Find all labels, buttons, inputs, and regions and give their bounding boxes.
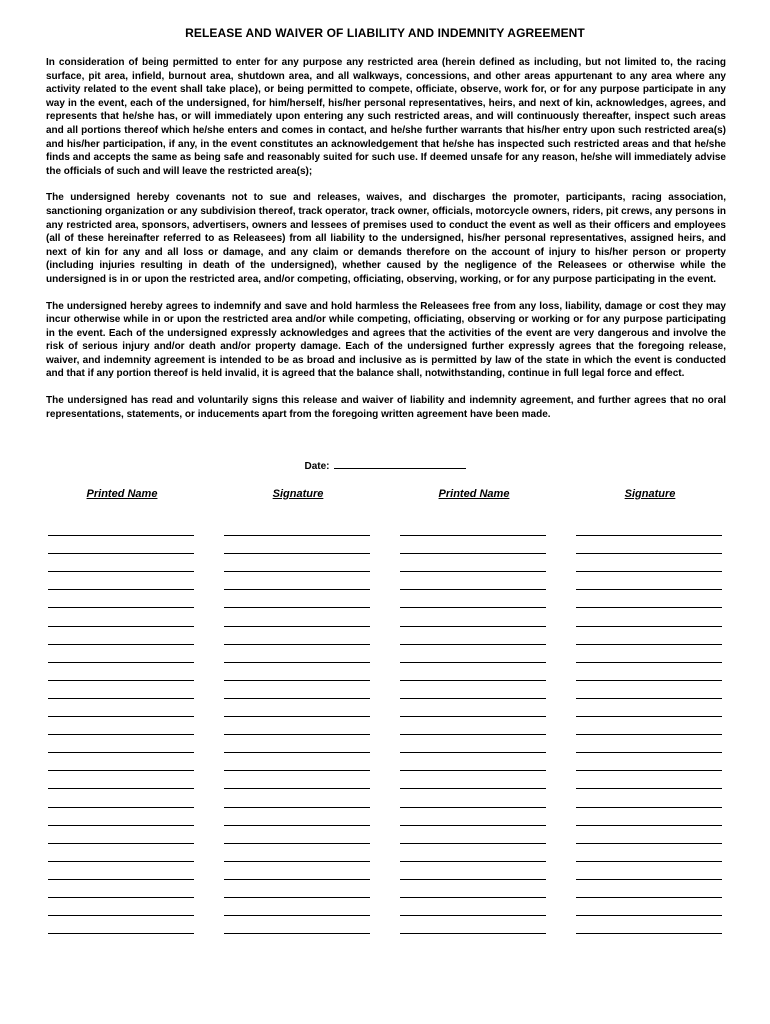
- paragraph-acknowledgement: The undersigned has read and voluntarily signs this release and waiver of liability and indemnity agreement, and further agrees that no oral representations, statements, or inducements apart from the foregoing written agreement have been made.: [46, 395, 726, 420]
- date-label: Date:: [304, 461, 330, 472]
- column-header-printed-name: Printed Name: [86, 488, 158, 500]
- signature-row: [48, 518, 724, 536]
- signature-row: [48, 590, 724, 608]
- signature-row: [48, 554, 724, 572]
- signature-row: [48, 627, 724, 645]
- document-title: RELEASE AND WAIVER OF LIABILITY AND INDEMNITY AGREEMENT: [185, 26, 585, 40]
- signature-row: [48, 699, 724, 717]
- signature-row: [48, 862, 724, 880]
- signature-row: [48, 735, 724, 753]
- paragraph-indemnify: The undersigned hereby agrees to indemnify and save and hold harmless the Releasees free from any loss, liability, damage or cost they may incur otherwise while in or upon the restricted area and/or while competing, officiating, observing or working or for any purpose participating in the event. Each of the undersigned expressly acknowledges and agrees that the activities of the event are very dangerous and involve the risk of serious injury and/or death and/or property damage. Each of the undersigned further expressly agrees that the foregoing release, waiver, and indemnity agreement is intended to be as broad and inclusive as is permitted by law of the state in which the event is conducted and that if any portion thereof is held invalid, it is agreed that the balance shall, notwithstanding, continue in full legal force and effect.: [46, 300, 726, 380]
- signature-line[interactable]: [576, 933, 722, 934]
- signature-row: [48, 916, 724, 934]
- signature-row: [48, 608, 724, 626]
- signature-row: [48, 753, 724, 771]
- signature-row: [48, 880, 724, 898]
- column-header-printed-name: Printed Name: [438, 488, 510, 500]
- signature-row: [48, 898, 724, 916]
- agreement-body: [46, 56, 726, 434]
- signature-row: [48, 808, 724, 826]
- signature-row: [48, 663, 724, 681]
- signature-row: [48, 826, 724, 844]
- signature-row: [48, 645, 724, 663]
- paragraph-consideration: In consideration of being permitted to enter for any purpose any restricted area (herein defined as including, but not limited to, the racing surface, pit area, infield, burnout area, shutdown area, and all walkways, concessions, and other areas appurtenant to any area where any activity related to the event shall take place), or being permitted to compete, officiate, observe, work for, or for any purpose participate in any way in the event, each of the undersigned, for him/herself, his/her personal representatives, heirs, and next of kin, acknowledges, agrees, and represents that he/she has, or will immediately upon entering any such restricted areas, and will continuously thereafter, inspect such areas and all portions thereof which he/she enters and comes in contact, and he/she further warrants that his/her entry upon such restricted area(s) and his/her participation, if any, in the event constitutes an acknowledgement that he/she has inspected such restricted areas and that he/she finds and accepts the same as being safe and reasonably suited for such use. If deemed unsafe for any reason, he/she will immediately advise the officials of such and will leave the restricted area(s);: [46, 57, 726, 177]
- signature-table: [48, 488, 724, 506]
- signature-row: [48, 681, 724, 699]
- signature-line[interactable]: [224, 933, 370, 934]
- signature-row: [48, 789, 724, 807]
- printed-name-line[interactable]: [48, 933, 194, 934]
- signature-rows: [48, 518, 724, 934]
- signature-row: [48, 572, 724, 590]
- signature-row: [48, 536, 724, 554]
- signature-row: [48, 844, 724, 862]
- column-header-signature: Signature: [624, 488, 676, 500]
- signature-table-header: [48, 488, 724, 506]
- paragraph-covenant: The undersigned hereby covenants not to sue and releases, waives, and discharges the promoter, participants, racing association, sanctioning organization or any subdivision thereof, track operator, track owner, officials, motorcycle owners, riders, pit crews, any persons in any restricted area, sponsors, advertisers, owners and lessees of premises used to conduct the event as well as their officers and employees (all of these hereinafter referred to as Releasees) from all liability to the undersigned, his/her personal representatives, assigned heirs, and next of kin for any and all loss or damage, and any claim or demands therefore on the account of injury to his/her person or property (including injuries resulting in death of the undersigned), whether caused by the negligence of the Releasees or otherwise while the undersigned is in or upon the restricted area, and/or competing, officiating, observing, working, or for any purpose participating in the event.: [46, 192, 726, 285]
- signature-row: [48, 771, 724, 789]
- printed-name-line[interactable]: [400, 933, 546, 934]
- date-line: [0, 458, 770, 472]
- signature-row: [48, 717, 724, 735]
- date-field[interactable]: [334, 458, 466, 469]
- column-header-signature: Signature: [272, 488, 324, 500]
